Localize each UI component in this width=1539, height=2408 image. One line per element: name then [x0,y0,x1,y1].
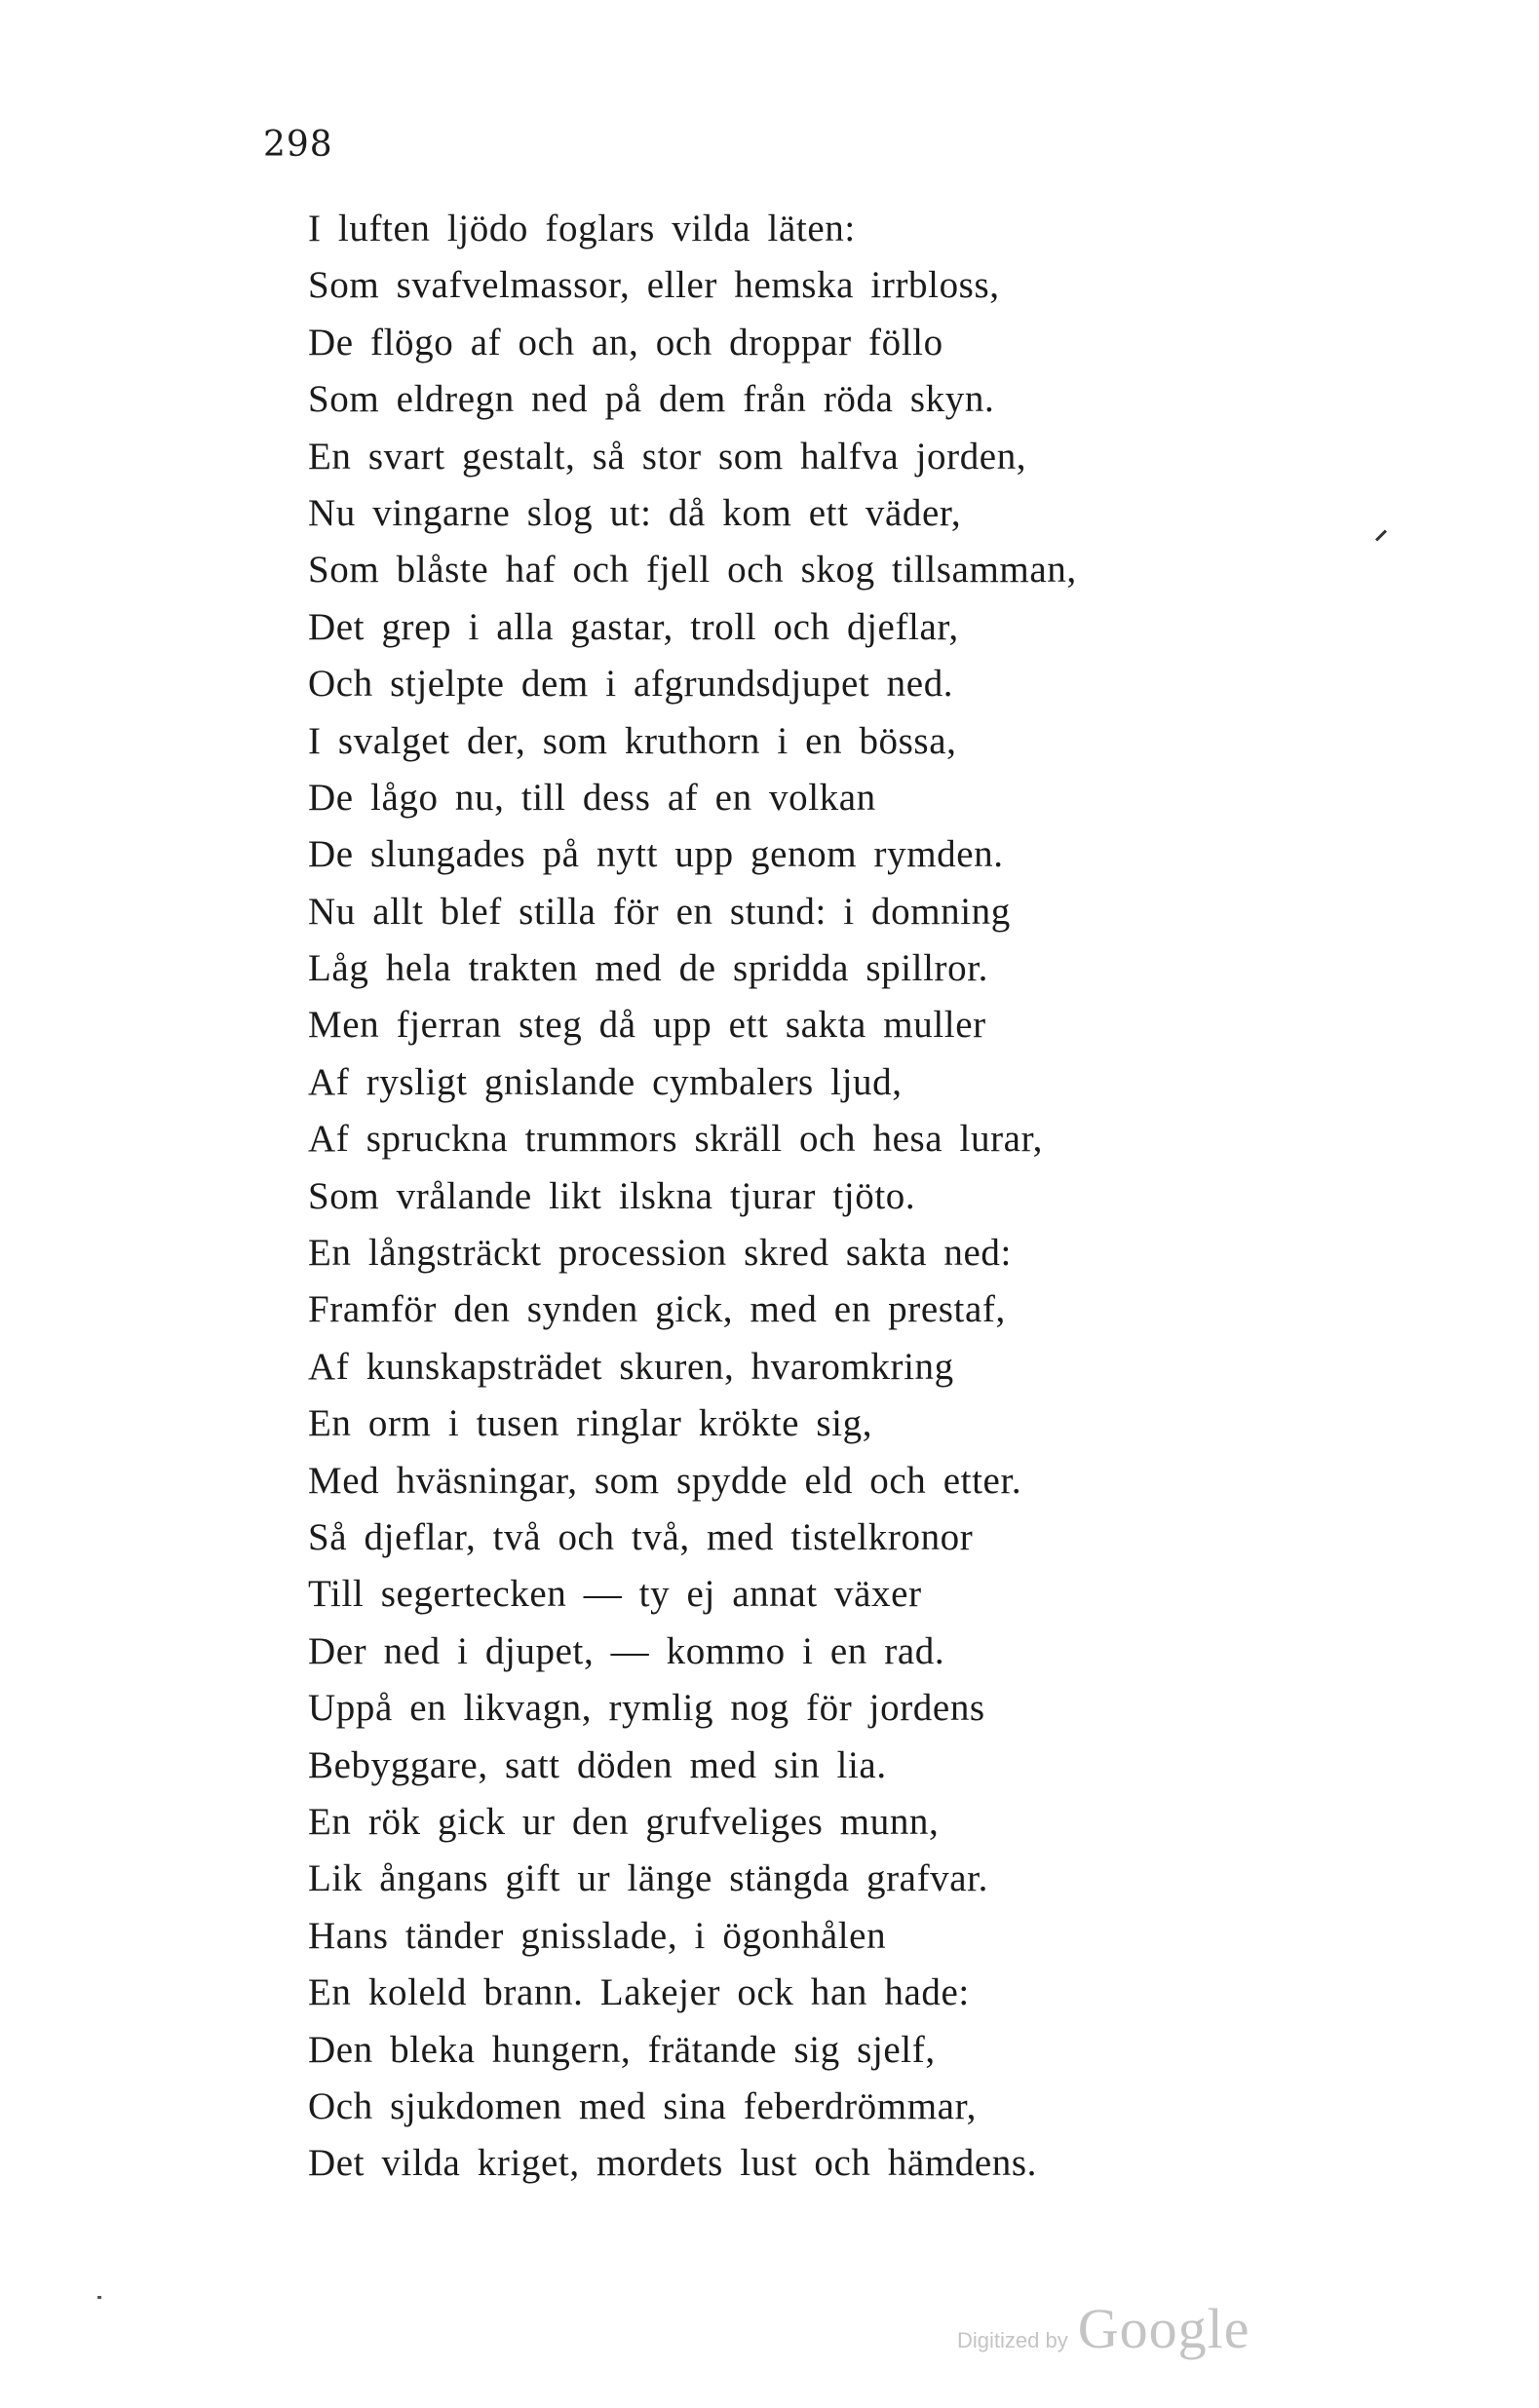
poem-line: En orm i tusen ringlar kröktе sig, [308,1402,873,1445]
poem-line: Det grep i alla gastar, troll och djeflar, [308,605,959,648]
poem-line: Af spruckna trummors skräll och hesa lurar, [308,1118,1043,1161]
poem-text [308,201,1077,2193]
poem-line: Som vrålande likt ilskna tjurar tjöto. [308,1174,916,1217]
google-logo: Google [1077,2297,1250,2360]
poem-line: Nu vingarne slog ut: då kom ett väder, [308,491,962,534]
page-number: 298 [263,125,333,165]
poem-line: En svart gestalt, så stor som halfva jorden, [308,435,1027,478]
poem-line: En rök gick ur den grufveliges munn, [308,1800,940,1843]
poem-line: I svalget der, som kruthorn i en bössa, [308,719,957,762]
poem-line: En koleld brann. Lakejer ock han hade: [308,1971,970,2014]
poem-line: En långsträckt procession skred sakta ned: [308,1232,1012,1275]
ink-speck [97,2296,101,2299]
poem-line: Som svafvelmassor, eller hemska irrbloss, [308,264,1000,307]
poem-line: Men fjerran steg då upp ett sakta muller [308,1004,986,1047]
poem-line: Det vilda kriget, mordets lust och hämdens. [308,2142,1037,2185]
poem-line: Nu allt blef stilla för en stund: i domning [308,890,1011,933]
poem-line: Bebyggare, satt döden med sin lia. [308,1743,887,1786]
poem-line: De slungades på nytt upp genom rymden. [308,833,1004,876]
poem-line: Hans tänder gnisslade, i ögonhålen [308,1914,887,1957]
poem-line: De lågo nu, till dess af en volkan [308,776,876,819]
poem-line: Och sjukdomen med sina feberdrömmar, [308,2084,977,2127]
poem-line: Så djeflar, två och två, med tistelkronor [308,1515,974,1558]
poem-line: Der ned i djupet, — kommo i en rad. [308,1629,945,1672]
poem-line: Framför den synden gick, med en prestaf, [308,1288,1006,1331]
poem-line: Af kunskapsträdet skuren, hvaromkring [308,1345,954,1388]
poem-line: Och stjelpte dem i afgrundsdjupet ned. [308,663,954,706]
poem-line: Med hväsningar, som spydde eld och etter. [308,1459,1022,1502]
poem-line: Låg hela trakten med de spridda spillror. [308,947,988,990]
poem-line: De flögo af och an, och droppar föllo [308,321,943,363]
poem-line: Af rysligt gnislande cymbalers ljud, [308,1060,903,1103]
margin-mark [1375,529,1387,541]
digitization-watermark [957,2296,1250,2361]
poem-line: Den bleka hungern, frätande sig sjelf, [308,2028,936,2071]
poem-line: Till segertecken — ty ej annat växer [308,1573,922,1616]
poem-line: Som eldregn ned på dem från röda skyn. [308,378,995,421]
poem-line: I luften ljödo foglars vilda läten: [308,208,856,249]
poem-line: Uppå en likvagn, rymlig nog för jordens [308,1687,985,1730]
poem-line: Som blåste haf och fjell och skog tillsamman, [308,549,1077,592]
watermark-prefix: Digitized by [957,2328,1068,2352]
poem-line: Lik ångans gift ur länge stängda grafvar. [308,1857,988,1900]
